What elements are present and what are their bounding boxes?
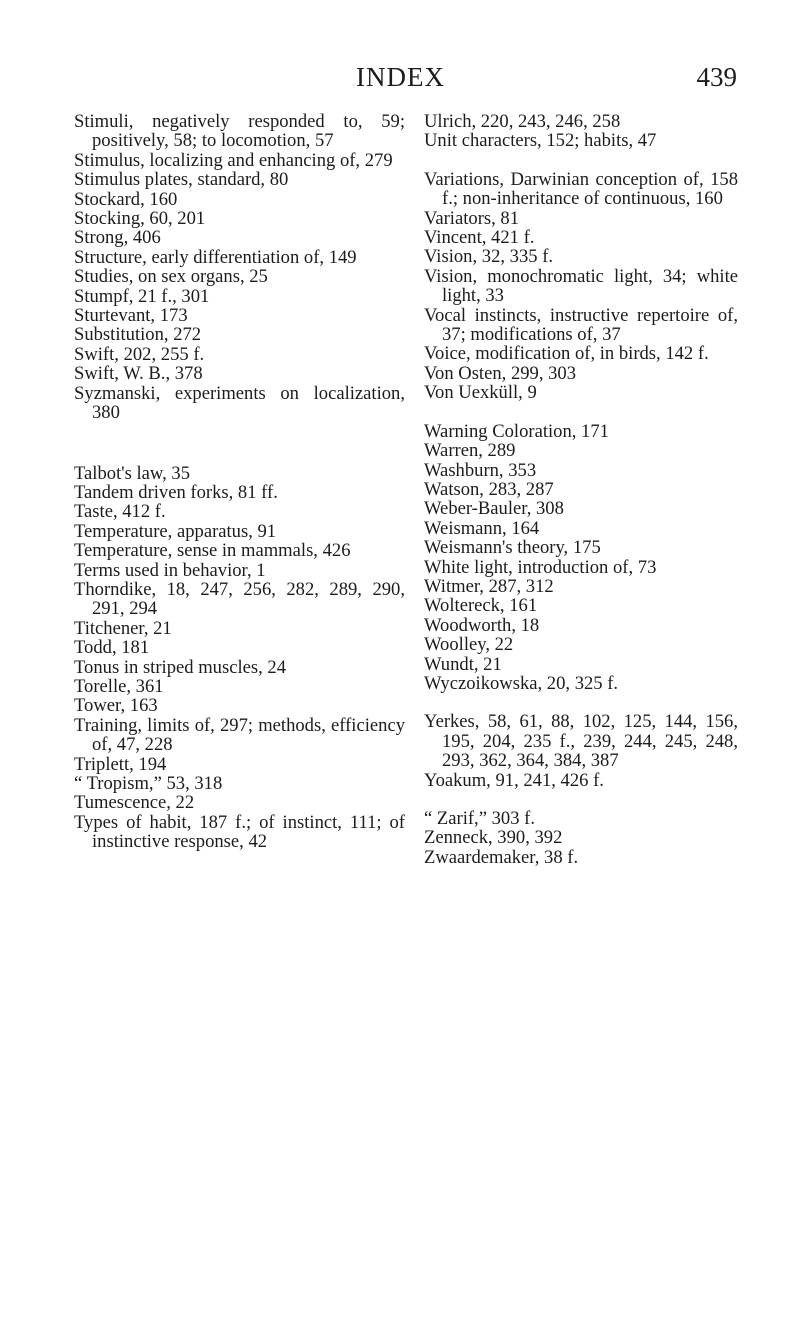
index-section-v xyxy=(424,170,738,403)
index-entry: Tumescence, 22 xyxy=(74,792,195,814)
index-entry: Weber-Bauler, 308 xyxy=(424,498,564,520)
index-entry: Warren, 289 xyxy=(424,440,516,462)
index-entry: Tandem driven forks, 81 ff. xyxy=(74,481,278,503)
page-number: 439 xyxy=(696,62,737,92)
index-entry: Temperature, apparatus, 91 xyxy=(74,520,277,542)
index-entry: Unit characters, 152; habits, 47 xyxy=(424,130,657,152)
index-entry: Stockard, 160 xyxy=(74,188,178,210)
index-entry: Structure, early differentiation of, 149 xyxy=(74,246,357,268)
index-entry: “ Tropism,” 53, 318 xyxy=(74,773,223,794)
index-entry: Stumpf, 21 f., 301 xyxy=(74,285,210,307)
index-entry: Substitution, 272 xyxy=(74,324,202,346)
index-entry: Yerkes, 58, 61, 88, 102, 125, 144, 156, 195, 204, 235 f., 239, 244, 245, 248, 293, 362, 364, 384, 387 xyxy=(424,711,738,772)
running-title: INDEX xyxy=(356,62,445,92)
index-entry: Syzmanski, experiments on localization, 380 xyxy=(74,382,405,424)
index-entry: White light, introduction of, 73 xyxy=(424,556,657,578)
index-entry: Wundt, 21 xyxy=(424,653,502,675)
index-entry: Torelle, 361 xyxy=(74,675,164,697)
index-entry: Voice, modification of, in birds, 142 f. xyxy=(424,343,709,365)
index-entry: Zwaardemaker, 38 f. xyxy=(424,846,579,868)
index-entry: Witmer, 287, 312 xyxy=(424,575,554,597)
section-gap xyxy=(424,693,738,712)
index-section-t xyxy=(74,464,405,852)
index-entry: Woodworth, 18 xyxy=(424,614,540,636)
index-entry: Talbot's law, 35 xyxy=(74,462,191,484)
index-entry: Swift, 202, 255 f. xyxy=(74,343,205,365)
index-entry: Stocking, 60, 201 xyxy=(74,208,206,230)
index-entry: Todd, 181 xyxy=(74,637,150,659)
index-entry: Triplett, 194 xyxy=(74,753,167,775)
index-entry: Studies, on sex organs, 25 xyxy=(74,266,268,288)
section-gap xyxy=(74,423,405,464)
index-entry: Woltereck, 161 xyxy=(424,595,538,617)
index-entry: Von Osten, 299, 303 xyxy=(424,362,577,384)
index-section-z xyxy=(424,809,738,867)
index-column-right xyxy=(424,112,738,867)
index-entry: Weismann, 164 xyxy=(424,517,540,539)
index-entry: Stimuli, negatively responded to, 59; positively, 58; to locomotion, 57 xyxy=(74,111,405,152)
index-entry: Variations, Darwinian conception of, 158 f.; non-inheritance of continuous, 160 xyxy=(424,168,738,210)
index-entry: Vision, monochromatic light, 34; white light, 33 xyxy=(424,265,738,307)
index-column-left xyxy=(74,112,405,852)
index-entry: Swift, W. B., 378 xyxy=(74,363,203,385)
index-entry: Wyczoikowska, 20, 325 f. xyxy=(424,672,619,694)
index-entry: Washburn, 353 xyxy=(424,459,537,481)
index-entry: Tonus in striped muscles, 24 xyxy=(74,656,286,678)
index-entry: Warning Coloration, 171 xyxy=(424,420,609,442)
index-entry: Temperature, sense in mammals, 426 xyxy=(74,540,351,562)
index-entry: Variators, 81 xyxy=(424,207,520,229)
index-entry: Vision, 32, 335 f. xyxy=(424,246,554,268)
index-entry: Types of habit, 187 f.; of instinct, 111; of instinctive response, 42 xyxy=(74,811,405,853)
index-entry: Von Uexküll, 9 xyxy=(424,382,537,404)
index-entry: Sturtevant, 173 xyxy=(74,305,188,327)
index-section-u xyxy=(424,112,738,151)
index-entry: Weismann's theory, 175 xyxy=(424,537,601,559)
index-section-y xyxy=(424,712,738,790)
index-entry: Training, limits of, 297; methods, efficiency of, 47, 228 xyxy=(74,714,405,756)
section-gap xyxy=(424,403,738,422)
index-entry: Zenneck, 390, 392 xyxy=(424,827,563,849)
index-entry: Thorndike, 18, 247, 256, 282, 289, 290, 291, 294 xyxy=(74,578,405,620)
index-entry: Taste, 412 f. xyxy=(74,501,166,523)
index-entry: Vocal instincts, instructive repertoire of, 37; modifications of, 37 xyxy=(424,304,738,346)
index-entry: Ulrich, 220, 243, 246, 258 xyxy=(424,111,621,132)
section-gap xyxy=(424,790,738,809)
index-entry: Strong, 406 xyxy=(74,227,161,249)
index-section-s xyxy=(74,112,405,423)
index-entry: Yoakum, 91, 241, 426 f. xyxy=(424,769,604,791)
index-entry: Vincent, 421 f. xyxy=(424,227,535,249)
index-entry: Tower, 163 xyxy=(74,695,158,717)
index-entry: “ Zarif,” 303 f. xyxy=(424,808,535,829)
index-entry: Stimulus plates, standard, 80 xyxy=(74,169,289,191)
index-section-w xyxy=(424,422,738,694)
index-entry: Watson, 283, 287 xyxy=(424,478,554,500)
index-entry: Terms used in behavior, 1 xyxy=(74,559,266,581)
index-entry: Stimulus, localizing and enhancing of, 279 xyxy=(74,149,393,171)
page-header xyxy=(0,62,801,96)
index-entry: Titchener, 21 xyxy=(74,617,172,639)
index-entry: Woolley, 22 xyxy=(424,634,514,656)
section-gap xyxy=(424,151,738,170)
